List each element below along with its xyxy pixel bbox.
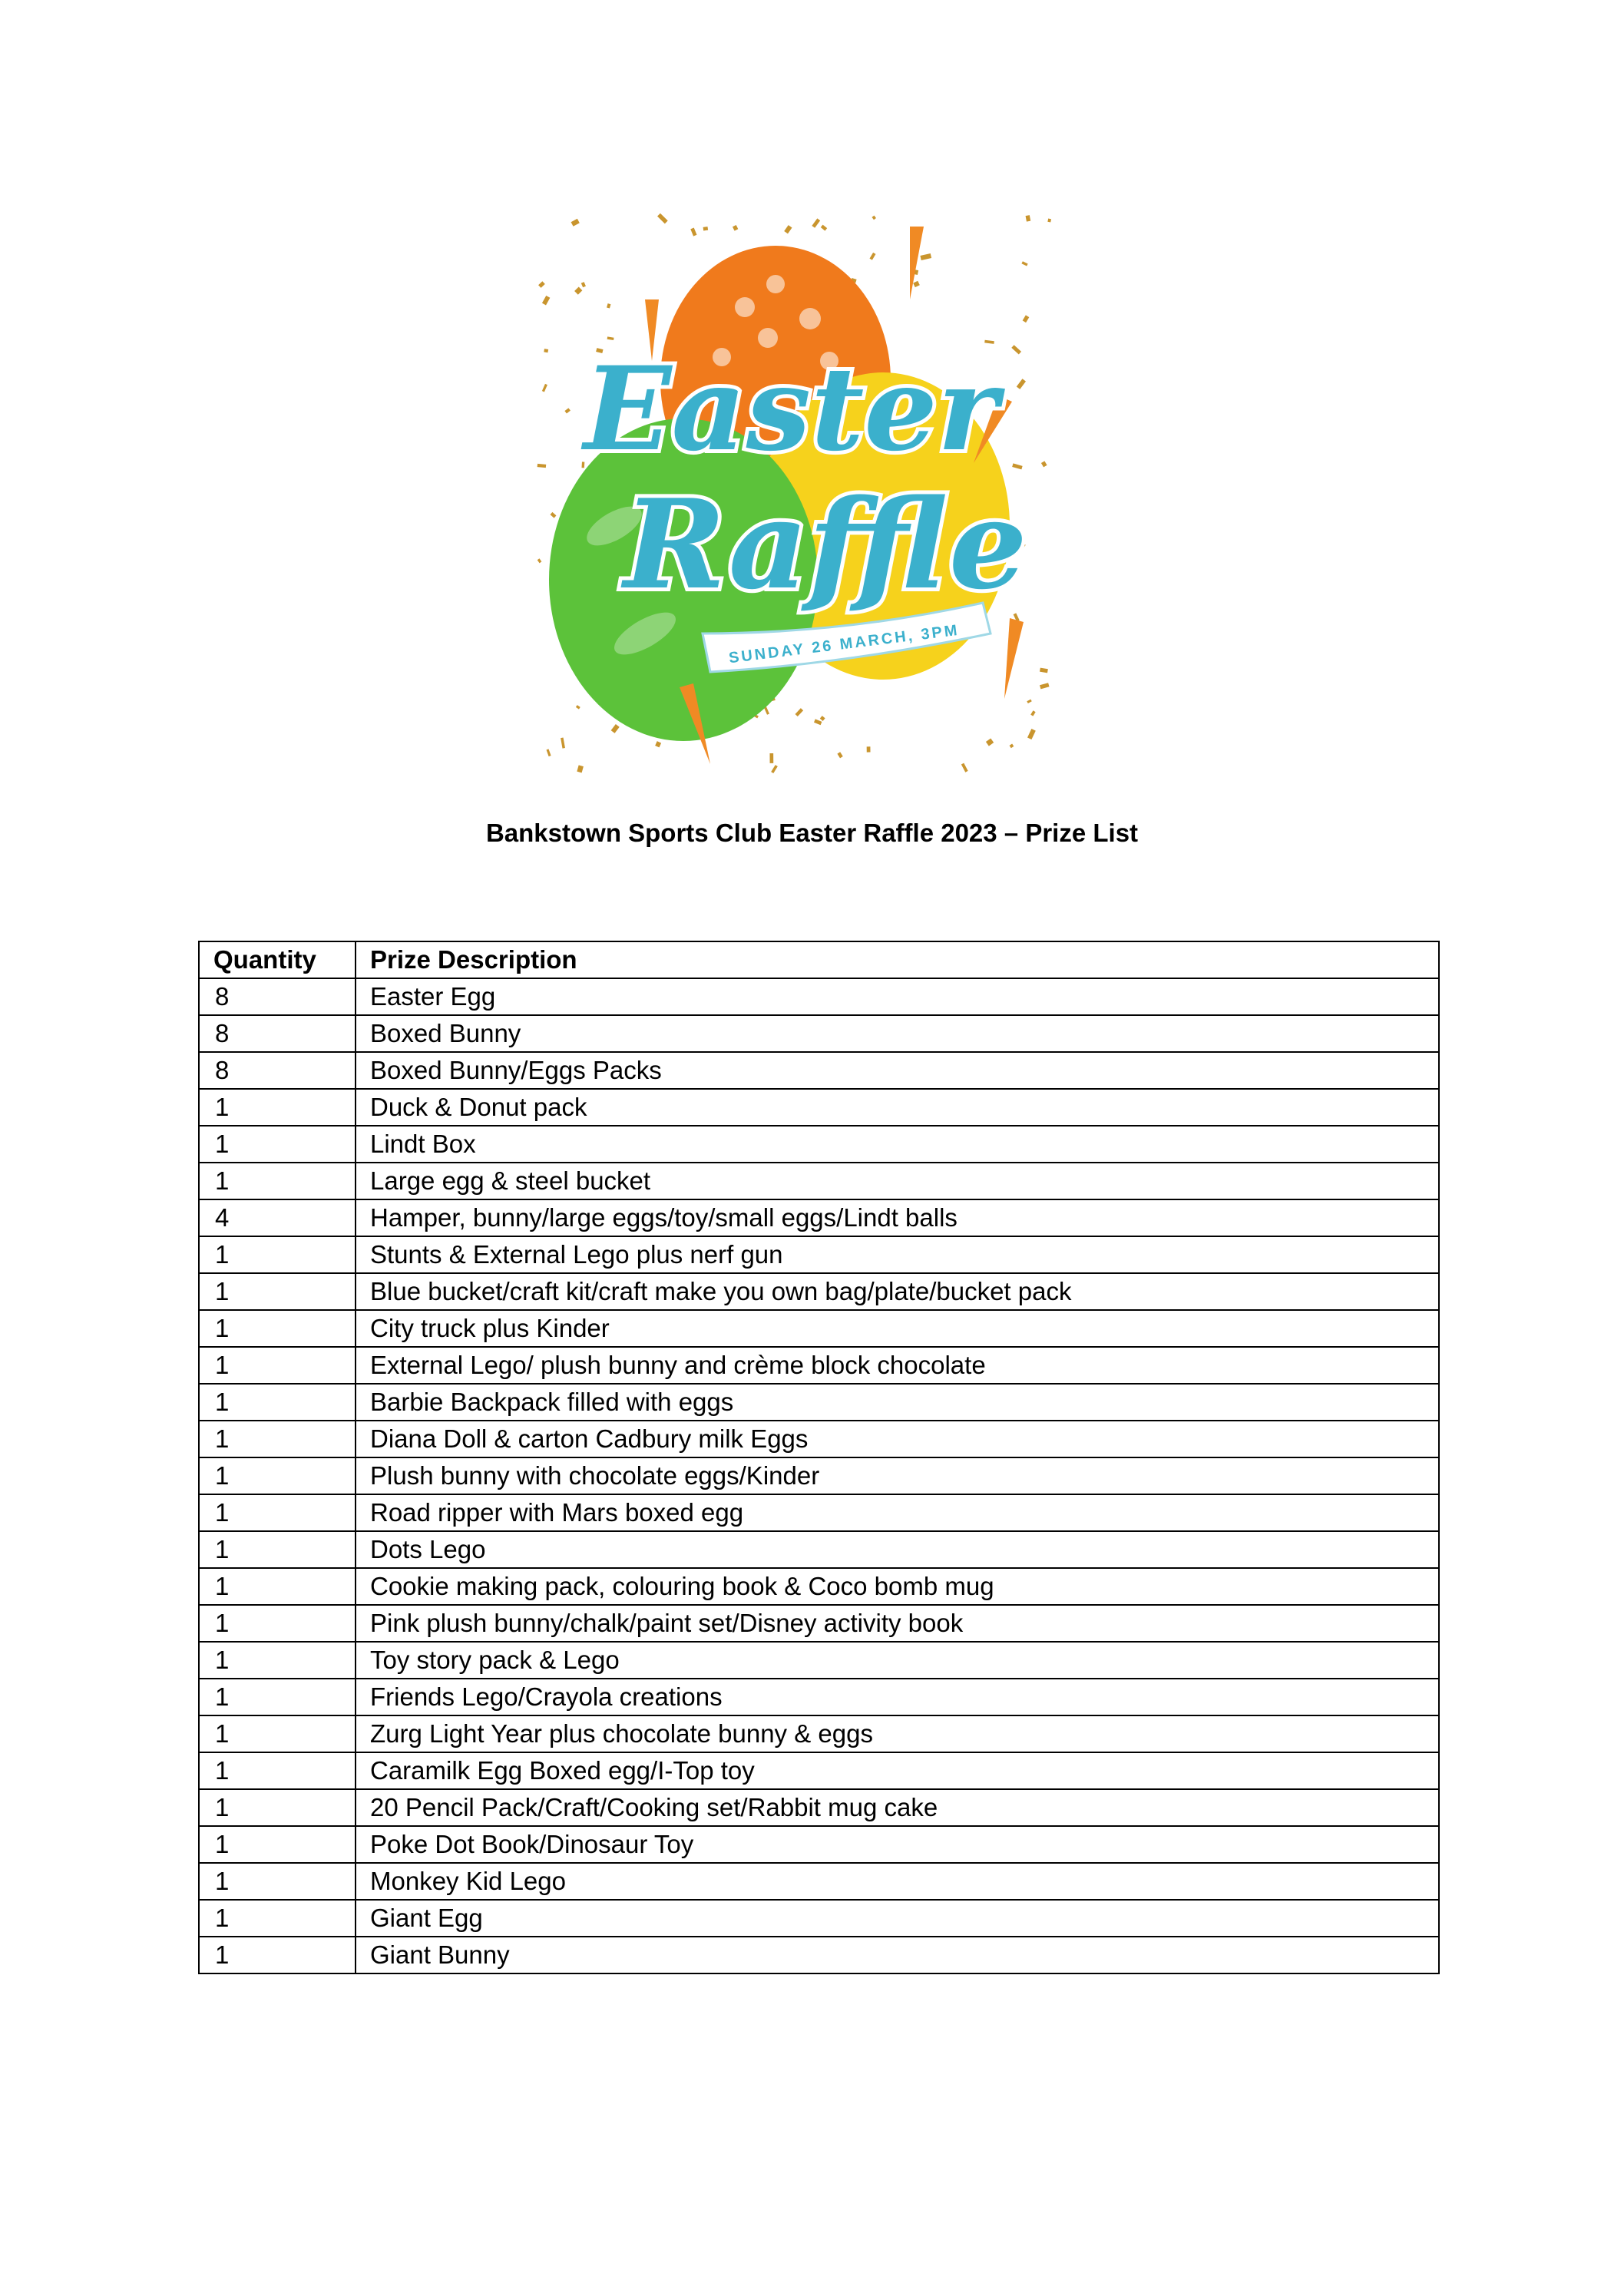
quantity-cell: 1: [199, 1089, 356, 1126]
confetti-piece: [577, 765, 584, 773]
description-cell: Giant Egg: [356, 1900, 1439, 1937]
table-row: [199, 1199, 1439, 1236]
description-cell: Boxed Bunny/Eggs Packs: [356, 1052, 1439, 1089]
page-title: Bankstown Sports Club Easter Raffle 2023 – Prize List: [485, 819, 1139, 847]
confetti-piece: [542, 384, 547, 392]
description-cell: Pink plush bunny/chalk/paint set/Disney activity book: [356, 1605, 1439, 1642]
header-quantity: Quantity: [199, 941, 356, 978]
confetti-piece: [733, 225, 738, 231]
confetti-piece: [1027, 700, 1031, 703]
table-row: [199, 978, 1439, 1015]
confetti-piece: [1021, 261, 1027, 266]
table-row: [199, 1163, 1439, 1199]
table-row: [199, 1605, 1439, 1642]
confetti-piece: [769, 753, 773, 763]
table-row: [199, 1052, 1439, 1089]
table-row: [199, 1863, 1439, 1900]
table-row: [199, 1568, 1439, 1605]
description-cell: Dots Lego: [356, 1531, 1439, 1568]
confetti-piece: [607, 336, 614, 340]
quantity-cell: 1: [199, 1900, 356, 1937]
description-cell: Diana Doll & carton Cadbury milk Eggs: [356, 1421, 1439, 1457]
table-row: [199, 1089, 1439, 1126]
table-row: [199, 1937, 1439, 1973]
description-cell: Toy story pack & Lego: [356, 1642, 1439, 1679]
confetti-piece: [655, 741, 661, 747]
description-cell: Road ripper with Mars boxed egg: [356, 1494, 1439, 1531]
confetti-piece: [771, 765, 778, 773]
confetti-piece: [869, 253, 875, 260]
table-row: [199, 1679, 1439, 1715]
ribbon-text: SUNDAY 26 MARCH, 3PM: [727, 621, 961, 667]
description-cell: City truck plus Kinder: [356, 1310, 1439, 1347]
quantity-cell: 1: [199, 1715, 356, 1752]
quantity-cell: 8: [199, 1015, 356, 1052]
confetti-piece: [542, 296, 550, 305]
table-header-row: [199, 941, 1439, 978]
confetti-piece: [574, 287, 582, 295]
quantity-cell: 1: [199, 1605, 356, 1642]
quantity-cell: 8: [199, 1052, 356, 1089]
description-cell: Duck & Donut pack: [356, 1089, 1439, 1126]
confetti-piece: [1026, 215, 1031, 221]
table-row: [199, 1715, 1439, 1752]
description-cell: Boxed Bunny: [356, 1015, 1439, 1052]
quantity-cell: 1: [199, 1826, 356, 1863]
quantity-cell: 1: [199, 1679, 356, 1715]
description-cell: Blue bucket/craft kit/craft make you own bag/plate/bucket pack: [356, 1273, 1439, 1310]
confetti-piece: [571, 219, 580, 227]
confetti-piece: [550, 512, 556, 518]
table-row: [199, 1126, 1439, 1163]
description-cell: External Lego/ plush bunny and crème block chocolate: [356, 1347, 1439, 1384]
table-row: [199, 1273, 1439, 1310]
description-cell: Lindt Box: [356, 1126, 1439, 1163]
description-cell: 20 Pencil Pack/Craft/Cooking set/Rabbit mug cake: [356, 1789, 1439, 1826]
confetti-piece: [920, 253, 931, 260]
table-row: [199, 1494, 1439, 1531]
table-row: [199, 1826, 1439, 1863]
table-row: [199, 1457, 1439, 1494]
table-row: [199, 1384, 1439, 1421]
confetti-piece: [703, 227, 709, 230]
description-cell: Giant Bunny: [356, 1937, 1439, 1973]
confetti-piece: [1030, 710, 1035, 716]
prize-table: [198, 941, 1440, 1974]
description-cell: Large egg & steel bucket: [356, 1163, 1439, 1199]
confetti-piece: [1040, 668, 1048, 673]
easter-raffle-logo: [522, 203, 1067, 787]
description-cell: Easter Egg: [356, 978, 1439, 1015]
title-lettering: [580, 342, 1027, 617]
confetti-piece: [537, 464, 547, 468]
quantity-cell: 1: [199, 1642, 356, 1679]
confetti-piece: [1023, 315, 1030, 323]
svg-text:Easter: Easter: [584, 342, 998, 477]
quantity-cell: 1: [199, 1752, 356, 1789]
quantity-cell: 4: [199, 1199, 356, 1236]
table-row: [199, 1752, 1439, 1789]
confetti-piece: [795, 708, 804, 716]
description-cell: Zurg Light Year plus chocolate bunny & eggs: [356, 1715, 1439, 1752]
confetti-piece: [544, 349, 548, 352]
confetti-piece: [537, 558, 542, 563]
quantity-cell: 1: [199, 1236, 356, 1273]
quantity-cell: 1: [199, 1273, 356, 1310]
confetti-piece: [913, 281, 920, 287]
quantity-cell: 1: [199, 1457, 356, 1494]
confetti-piece: [564, 408, 571, 413]
confetti-piece: [1027, 729, 1036, 739]
confetti-piece: [576, 705, 580, 709]
table-row: [199, 1347, 1439, 1384]
confetti-piece: [784, 225, 792, 233]
quantity-cell: 1: [199, 1789, 356, 1826]
quantity-cell: 1: [199, 1347, 356, 1384]
confetti-piece: [837, 752, 842, 758]
quantity-cell: 1: [199, 1494, 356, 1531]
confetti-piece: [538, 281, 545, 288]
confetti-piece: [1017, 379, 1026, 389]
quantity-cell: 1: [199, 1126, 356, 1163]
confetti-piece: [1041, 461, 1047, 467]
description-cell: Caramilk Egg Boxed egg/I-Top toy: [356, 1752, 1439, 1789]
confetti-piece: [690, 228, 696, 237]
confetti-piece: [821, 225, 827, 231]
table-row: [199, 1015, 1439, 1052]
quantity-cell: 1: [199, 1421, 356, 1457]
table-row: [199, 1421, 1439, 1457]
confetti-piece: [657, 213, 668, 224]
confetti-piece: [1040, 683, 1050, 689]
confetti-piece: [1011, 345, 1021, 354]
quantity-cell: 1: [199, 1310, 356, 1347]
quantity-cell: 8: [199, 978, 356, 1015]
description-cell: Plush bunny with chocolate eggs/Kinder: [356, 1457, 1439, 1494]
confetti-piece: [611, 724, 620, 733]
description-cell: Barbie Backpack filled with eggs: [356, 1384, 1439, 1421]
table-row: [199, 1789, 1439, 1826]
quantity-cell: 1: [199, 1531, 356, 1568]
description-cell: Monkey Kid Lego: [356, 1863, 1439, 1900]
confetti-piece: [961, 763, 968, 773]
svg-text:Raffle: Raffle: [623, 472, 1027, 617]
confetti-piece: [986, 739, 994, 746]
confetti-piece: [1047, 219, 1051, 223]
confetti-piece: [872, 216, 875, 220]
confetti-piece: [547, 749, 551, 756]
confetti-piece: [814, 719, 822, 725]
description-cell: Poke Dot Book/Dinosaur Toy: [356, 1826, 1439, 1863]
description-cell: Stunts & External Lego plus nerf gun: [356, 1236, 1439, 1273]
table-row: [199, 1236, 1439, 1273]
confetti-piece: [581, 282, 586, 287]
description-cell: Cookie making pack, colouring book & Coco bomb mug: [356, 1568, 1439, 1605]
quantity-cell: 1: [199, 1568, 356, 1605]
table-row: [199, 1310, 1439, 1347]
confetti-piece: [1010, 743, 1014, 748]
confetti-piece: [867, 746, 871, 752]
confetti-piece: [1012, 463, 1022, 469]
table-row: [199, 1642, 1439, 1679]
quantity-cell: 1: [199, 1863, 356, 1900]
quantity-cell: 1: [199, 1163, 356, 1199]
confetti-piece: [812, 218, 820, 227]
quantity-cell: 1: [199, 1384, 356, 1421]
table-row: [199, 1531, 1439, 1568]
description-cell: Hamper, bunny/large eggs/toy/small eggs/Lindt balls: [356, 1199, 1439, 1236]
quantity-cell: 1: [199, 1937, 356, 1973]
confetti-piece: [820, 716, 825, 721]
table-row: [199, 1900, 1439, 1937]
header-description: Prize Description: [356, 941, 1439, 978]
description-cell: Friends Lego/Crayola creations: [356, 1679, 1439, 1715]
confetti-piece: [607, 303, 610, 308]
confetti-piece: [561, 738, 565, 749]
